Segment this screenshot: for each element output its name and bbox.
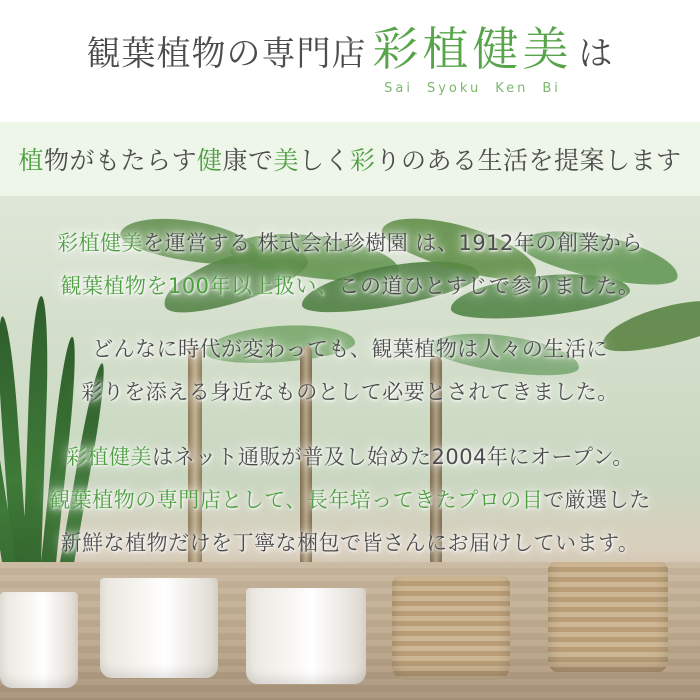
subheadline-text [18, 141, 681, 177]
subheadline-seg-6: しく [299, 146, 351, 175]
brand-mention: 彩植健美 [66, 445, 153, 469]
company-name: 株式会社珍樹園 [257, 231, 409, 255]
subheadline-seg-7: 彩 [350, 146, 376, 175]
paragraph-3-line-1 [0, 436, 700, 479]
p1-l2-b: この道ひとすじで参りました。 [338, 274, 640, 298]
paragraph-2-line-2: 彩りを添える身近なものとして必要とされてきました。 [81, 380, 619, 404]
p3-l2-b: 長年培ってきたプロの目 [306, 488, 544, 512]
subheadline-seg-4: 康で [222, 146, 274, 175]
photo-body-area [0, 196, 700, 700]
paragraph-1 [0, 222, 700, 308]
brand-name-kanji: 彩植健美 [372, 22, 573, 76]
brand-logo [372, 22, 573, 96]
subheadline-seg-5: 美 [273, 146, 300, 175]
paragraph-3-line-2 [0, 479, 700, 522]
subheadline-band [0, 122, 700, 196]
body-copy [0, 196, 700, 700]
headline-prefix: 観葉植物の専門店 [86, 34, 367, 74]
romaji-ken: Ken [495, 81, 529, 96]
subheadline-seg-8: りのある生活を提案します [375, 146, 682, 175]
headline-suffix: は [578, 34, 614, 74]
romaji-syoku: Syoku [426, 81, 482, 96]
paragraph-2-line-1: どんなに時代が変わっても、観葉植物は人々の生活に [92, 337, 608, 361]
paragraph-1-line-2 [0, 265, 700, 308]
subheadline-seg-3: 健 [196, 146, 223, 175]
paragraph-2 [0, 328, 700, 414]
p3-l2-a: 観葉植物の専門店として、 [49, 488, 307, 512]
romaji-bi: Bi [542, 81, 561, 96]
romaji-sai: Sai [384, 81, 413, 96]
p1-l1-b: を運営する [143, 231, 258, 255]
p1-l1-d: は、1912年の創業から [408, 231, 643, 255]
headline [86, 22, 614, 96]
subheadline-seg-2: 物がもたらす [43, 146, 197, 175]
paragraph-3-line-3: 新鮮な植物だけを丁寧な梱包で皆さんにお届けしています。 [60, 531, 640, 555]
p3-l1-b: はネット通販が普及し始めた2004年にオープン。 [152, 445, 634, 469]
paragraph-1-line-1 [0, 222, 700, 265]
brand-name-romaji [384, 81, 561, 96]
header [0, 0, 700, 122]
brand-mention: 彩植健美 [57, 231, 144, 255]
paragraph-3 [0, 436, 700, 565]
subheadline-seg-1: 植 [18, 146, 44, 175]
p1-l2-a: 観葉植物を100年以上扱い、 [60, 274, 339, 298]
p3-l2-c: で厳選した [543, 488, 651, 512]
